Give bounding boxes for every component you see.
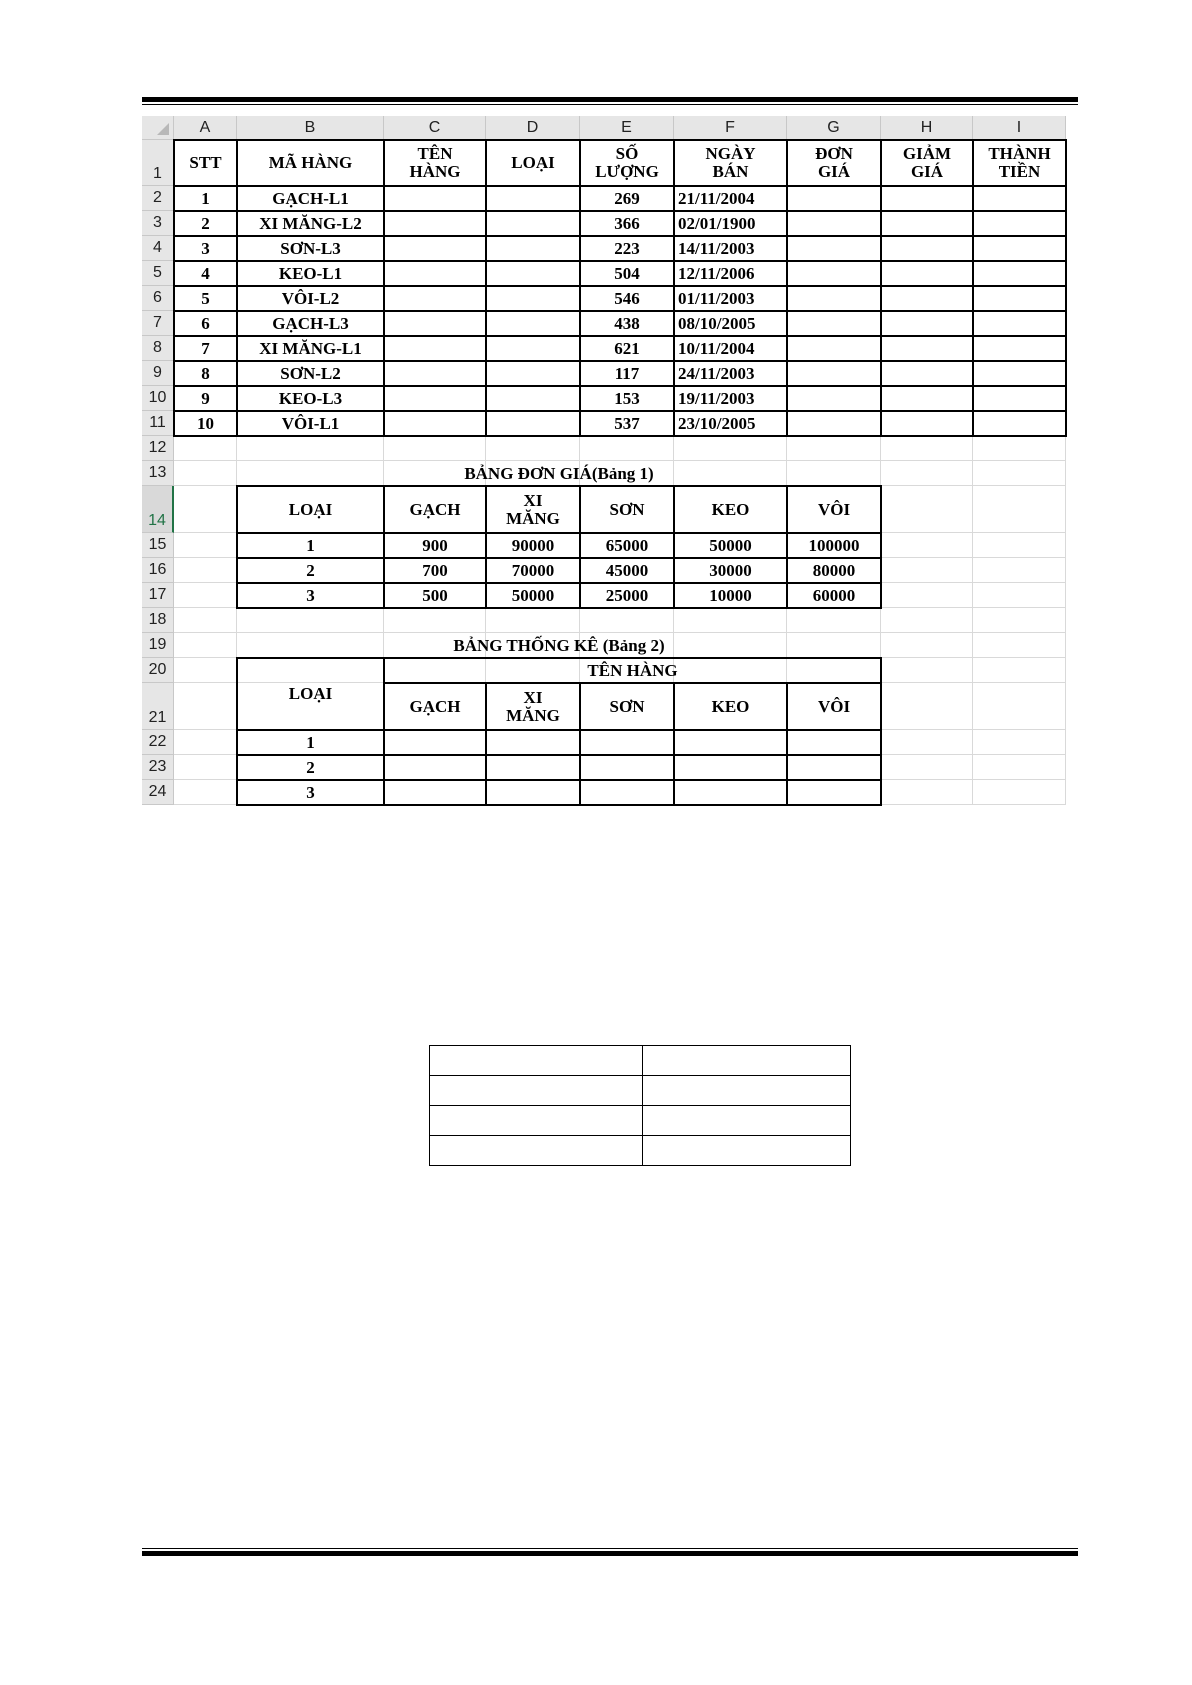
price-header-cell[interactable] (486, 486, 580, 533)
cell-thanh-tien[interactable] (973, 286, 1066, 311)
cell-ten-hang[interactable] (384, 261, 486, 286)
price-header-cell[interactable]: VÔI (817, 499, 851, 519)
stats-loai-cell[interactable]: 1 (306, 732, 315, 752)
cell-border (485, 485, 487, 609)
column-header-d[interactable]: D (486, 116, 580, 140)
cell-text-line: BÁN (712, 162, 749, 181)
price-cell[interactable]: 90000 (511, 535, 555, 555)
column-header-g[interactable]: G (787, 116, 881, 140)
cell-border (673, 485, 675, 609)
cell-so-luong[interactable]: 438 (614, 313, 640, 333)
cell-giam-gia[interactable] (881, 311, 973, 336)
price-cell[interactable]: 45000 (605, 560, 649, 580)
cell-giam-gia[interactable] (881, 411, 973, 436)
stats-cell[interactable] (384, 730, 486, 755)
header-cell-loai[interactable]: LOẠI (511, 153, 555, 172)
row-header-10[interactable]: 10 (142, 386, 174, 411)
row-header-19[interactable]: 19 (142, 633, 174, 658)
cell-so-luong[interactable]: 117 (614, 363, 640, 383)
cell-border (173, 410, 1067, 412)
cell-text-line: SỐ (615, 144, 639, 163)
cell-thanh-tien[interactable] (973, 336, 1066, 361)
cell-border (236, 657, 238, 806)
price-cell[interactable]: 500 (422, 585, 448, 605)
row-header-15[interactable]: 15 (142, 533, 174, 558)
stats-table-title[interactable]: BẢNG THỐNG KÊ (Bảng 2) (453, 635, 665, 655)
column-header-i[interactable]: I (973, 116, 1066, 140)
price-cell[interactable]: 60000 (812, 585, 856, 605)
price-cell[interactable]: 1 (306, 535, 315, 555)
cell-loai[interactable] (486, 186, 580, 211)
spreadsheet-screenshot (142, 116, 1074, 815)
cell-border (786, 682, 788, 806)
cell-stt[interactable]: 7 (201, 338, 210, 358)
cell-thanh-tien[interactable] (973, 386, 1066, 411)
row-header-14[interactable]: 14 (142, 486, 174, 533)
cell-text-line: GIÁ (817, 162, 851, 181)
column-header-b[interactable]: B (237, 116, 384, 140)
cell-text-line: GIÁ (910, 162, 944, 181)
sheet-grid (142, 116, 1066, 805)
cell-text-line: GIẢM (902, 144, 952, 163)
cell-text-line: TÊN (417, 144, 453, 163)
stats-cell[interactable] (486, 755, 580, 780)
cell-ten-hang[interactable] (384, 286, 486, 311)
cell-thanh-tien[interactable] (973, 186, 1066, 211)
cell-ngay-ban[interactable]: 19/11/2003 (678, 388, 755, 408)
cell-giam-gia[interactable] (881, 236, 973, 261)
cell-border (173, 260, 1067, 262)
row-header-22[interactable]: 22 (142, 730, 174, 755)
stats-cell[interactable] (580, 730, 674, 755)
cell-don-gia[interactable] (787, 411, 881, 436)
header-cell-don-gia[interactable] (787, 140, 881, 186)
price-cell[interactable]: 3 (306, 585, 315, 605)
table-row (430, 1136, 851, 1166)
cell-so-luong[interactable]: 366 (614, 213, 640, 233)
cell-so-luong[interactable]: 621 (614, 338, 640, 358)
stats-cell[interactable] (486, 780, 580, 805)
column-header-h[interactable]: H (881, 116, 973, 140)
cell-don-gia[interactable] (787, 386, 881, 411)
cell-border (173, 139, 1067, 141)
cell-ma-hang[interactable]: KEO-L3 (278, 388, 343, 408)
cell-border (173, 235, 1067, 237)
table-cell (643, 1046, 851, 1076)
cell-border (236, 485, 238, 609)
cell-border (786, 139, 788, 437)
header-cell-giam-gia[interactable] (881, 140, 973, 186)
cell-border (485, 139, 487, 437)
cell-border (173, 360, 1067, 362)
cell-thanh-tien[interactable] (973, 261, 1066, 286)
cell-border (173, 310, 1067, 312)
cell-border (173, 435, 1067, 437)
price-header-cell[interactable]: LOẠI (288, 499, 333, 519)
table-cell (430, 1046, 643, 1076)
header-cell-ten-hang[interactable] (384, 140, 486, 186)
cell-loai[interactable] (486, 311, 580, 336)
cell-border (579, 139, 581, 437)
cell-text-line: NGÀY (705, 144, 756, 163)
cell-text-line: THÀNH (988, 144, 1051, 163)
header-cell-stt[interactable]: STT (189, 153, 222, 172)
cell-ngay-ban[interactable]: 24/11/2003 (678, 363, 755, 383)
footer-rule (142, 1548, 1078, 1556)
cell-border (673, 139, 675, 437)
cell-border (673, 682, 675, 806)
row-header-18[interactable]: 18 (142, 608, 174, 633)
stats-cell[interactable] (674, 730, 787, 755)
cell-loai[interactable] (486, 411, 580, 436)
cell-loai[interactable] (486, 286, 580, 311)
stats-header-cell[interactable]: SƠN (609, 696, 645, 716)
cell-so-luong[interactable]: 153 (614, 388, 640, 408)
cell-giam-gia[interactable] (881, 261, 973, 286)
row-header-13[interactable]: 13 (142, 461, 174, 486)
cell-ngay-ban[interactable]: 01/11/2003 (678, 288, 755, 308)
cell-ma-hang[interactable]: VÔI-L1 (281, 413, 340, 433)
stats-cell[interactable] (674, 780, 787, 805)
column-header-a[interactable]: A (174, 116, 237, 140)
cell-stt[interactable]: 9 (201, 388, 210, 408)
cell-border (383, 139, 385, 437)
row-header-17[interactable]: 17 (142, 583, 174, 608)
cell-giam-gia[interactable] (881, 286, 973, 311)
cell-border (236, 657, 882, 659)
cell-thanh-tien[interactable] (973, 211, 1066, 236)
header-cell-ma-hang[interactable]: MÃ HÀNG (268, 153, 353, 172)
cell-border (880, 139, 882, 437)
row-header-6[interactable]: 6 (142, 286, 174, 311)
cell-ten-hang[interactable] (384, 411, 486, 436)
row-header-7[interactable]: 7 (142, 311, 174, 336)
cell-don-gia[interactable] (787, 311, 881, 336)
cell-border (1065, 139, 1067, 437)
cell-stt[interactable]: 8 (201, 363, 210, 383)
cell-ten-hang[interactable] (384, 386, 486, 411)
header-cell-thanh-tien[interactable] (973, 140, 1066, 186)
row-header-11[interactable]: 11 (142, 411, 174, 436)
table-cell (643, 1076, 851, 1106)
cell-text-line: XI (523, 687, 543, 707)
cell-text-line: LƯỢNG (595, 162, 659, 181)
cell-text-line: XI (523, 490, 543, 510)
cell-ten-hang[interactable] (384, 311, 486, 336)
cell-border (972, 139, 974, 437)
price-cell[interactable]: 100000 (808, 535, 860, 555)
cell-border (880, 657, 882, 806)
cell-text-line: MĂNG (506, 508, 560, 528)
price-cell[interactable]: 25000 (605, 585, 649, 605)
row-header-2[interactable]: 2 (142, 186, 174, 211)
table-row (430, 1046, 851, 1076)
stats-cell[interactable] (486, 730, 580, 755)
cell-giam-gia[interactable] (881, 361, 973, 386)
cell-ngay-ban[interactable]: 23/10/2005 (678, 413, 756, 433)
header-cell-so-luong[interactable] (580, 140, 674, 186)
cell-so-luong[interactable]: 546 (614, 288, 640, 308)
cell-ngay-ban[interactable]: 02/01/1900 (678, 213, 756, 233)
price-cell[interactable]: 900 (422, 535, 448, 555)
cell-border (383, 682, 882, 684)
stats-header-cell[interactable]: KEO (711, 696, 750, 716)
cell-ngay-ban[interactable]: 14/11/2003 (678, 238, 755, 258)
table-row (430, 1076, 851, 1106)
cell-thanh-tien[interactable] (973, 311, 1066, 336)
table-cell (430, 1106, 643, 1136)
cell-ten-hang[interactable] (384, 236, 486, 261)
table-cell (643, 1136, 851, 1166)
row-header-23[interactable]: 23 (142, 755, 174, 780)
cell-border (173, 285, 1067, 287)
price-header-cell[interactable]: SƠN (609, 499, 645, 519)
stats-header-cell[interactable]: VÔI (817, 696, 851, 716)
table-cell (643, 1106, 851, 1136)
price-cell[interactable]: 700 (422, 560, 448, 580)
cell-ma-hang[interactable]: KEO-L1 (278, 263, 343, 283)
row-header-1[interactable]: 1 (142, 140, 174, 186)
price-cell[interactable]: 65000 (605, 535, 649, 555)
cell-loai[interactable] (486, 211, 580, 236)
header-rule (142, 97, 1078, 105)
stats-cell[interactable] (787, 755, 881, 780)
cell-stt[interactable]: 6 (201, 313, 210, 333)
cell-ngay-ban[interactable]: 10/11/2004 (678, 338, 755, 358)
cell-don-gia[interactable] (787, 211, 881, 236)
cell-stt[interactable]: 5 (201, 288, 210, 308)
cell-don-gia[interactable] (787, 336, 881, 361)
cell-border (173, 210, 1067, 212)
cell-border (173, 385, 1067, 387)
cell-so-luong[interactable]: 223 (614, 238, 640, 258)
row-header-16[interactable]: 16 (142, 558, 174, 583)
cell-don-gia[interactable] (787, 186, 881, 211)
price-header-cell[interactable]: KEO (711, 499, 750, 519)
cell-ma-hang[interactable]: GẠCH-L1 (272, 188, 349, 208)
stats-header-cell[interactable]: GẠCH (409, 696, 461, 716)
stats-loai-cell[interactable]: 3 (306, 782, 315, 802)
empty-table (429, 1045, 851, 1166)
header-cell-ngay-ban[interactable] (674, 140, 787, 186)
stats-cell[interactable] (384, 755, 486, 780)
select-all-corner[interactable] (142, 116, 174, 140)
cell-border (383, 657, 385, 806)
row-header-3[interactable]: 3 (142, 211, 174, 236)
cell-text-line: TIỀN (998, 162, 1041, 181)
cell-giam-gia[interactable] (881, 186, 973, 211)
row-header-8[interactable]: 8 (142, 336, 174, 361)
price-cell[interactable]: 50000 (709, 535, 752, 555)
cell-border (236, 139, 238, 437)
cell-ma-hang[interactable]: SƠN-L2 (280, 363, 341, 383)
cell-border (880, 485, 882, 609)
cell-loai[interactable] (486, 386, 580, 411)
cell-ma-hang[interactable]: XI MĂNG-L2 (259, 213, 362, 233)
price-header-cell[interactable]: GẠCH (409, 499, 461, 519)
cell-loai[interactable] (486, 361, 580, 386)
cell-ngay-ban[interactable]: 12/11/2006 (678, 263, 755, 283)
stats-cell[interactable] (580, 755, 674, 780)
cell-loai[interactable] (486, 261, 580, 286)
price-cell[interactable]: 50000 (511, 585, 555, 605)
price-cell[interactable]: 80000 (812, 560, 856, 580)
cell-border (786, 485, 788, 609)
stats-loai-header[interactable]: LOẠI (288, 684, 333, 703)
stats-cell[interactable] (787, 730, 881, 755)
stats-cell[interactable] (787, 780, 881, 805)
cell-thanh-tien[interactable] (973, 236, 1066, 261)
cell-giam-gia[interactable] (881, 386, 973, 411)
row-header-20[interactable]: 20 (142, 658, 174, 683)
cell-ten-hang[interactable] (384, 336, 486, 361)
cell-ten-hang[interactable] (384, 361, 486, 386)
cell-border (579, 682, 581, 806)
price-table-title[interactable]: BẢNG ĐƠN GIÁ(Bảng 1) (464, 463, 654, 483)
table-cell (430, 1136, 643, 1166)
column-header-f[interactable]: F (674, 116, 787, 140)
stats-cell[interactable] (580, 780, 674, 805)
stats-cell[interactable] (384, 780, 486, 805)
cell-border (579, 485, 581, 609)
cell-don-gia[interactable] (787, 261, 881, 286)
cell-ma-hang[interactable]: GẠCH-L3 (272, 313, 349, 333)
row-header-4[interactable]: 4 (142, 236, 174, 261)
row-header-24[interactable]: 24 (142, 780, 174, 805)
cell-stt[interactable]: 10 (197, 413, 214, 433)
stats-loai-cell[interactable]: 2 (306, 757, 315, 777)
cell-border (173, 335, 1067, 337)
row-header-21[interactable]: 21 (142, 683, 174, 730)
cell-loai[interactable] (486, 336, 580, 361)
cell-text-line: ĐƠN (815, 144, 853, 163)
column-header-c[interactable]: C (384, 116, 486, 140)
cell-stt[interactable]: 2 (201, 213, 210, 233)
cell-ten-hang[interactable] (384, 186, 486, 211)
cell-ma-hang[interactable]: XI MĂNG-L1 (259, 338, 362, 358)
cell-ten-hang[interactable] (384, 211, 486, 236)
cell-ngay-ban[interactable]: 21/11/2004 (678, 188, 755, 208)
cell-giam-gia[interactable] (881, 336, 973, 361)
table-row (430, 1106, 851, 1136)
cell-border (485, 682, 487, 806)
cell-border (173, 185, 1067, 187)
cell-text-line: HÀNG (409, 162, 461, 181)
cell-loai[interactable] (486, 236, 580, 261)
cell-border (173, 139, 175, 437)
column-header-e[interactable]: E (580, 116, 674, 140)
cell-thanh-tien[interactable] (973, 411, 1066, 436)
row-header-5[interactable]: 5 (142, 261, 174, 286)
cell-text-line: MĂNG (506, 705, 560, 725)
cell-ma-hang[interactable]: VÔI-L2 (281, 288, 340, 308)
row-header-9[interactable]: 9 (142, 361, 174, 386)
cell-so-luong[interactable]: 537 (614, 413, 640, 433)
price-cell[interactable]: 30000 (709, 560, 752, 580)
price-cell[interactable]: 10000 (709, 585, 752, 605)
stats-group-header[interactable]: TÊN HÀNG (587, 660, 678, 680)
cell-so-luong[interactable]: 269 (614, 188, 640, 208)
stats-header-cell[interactable] (486, 683, 580, 730)
cell-ma-hang[interactable]: SƠN-L3 (280, 238, 341, 258)
cell-thanh-tien[interactable] (973, 361, 1066, 386)
table-cell (430, 1076, 643, 1106)
cell-don-gia[interactable] (787, 361, 881, 386)
price-cell[interactable]: 2 (306, 560, 315, 580)
cell-border (383, 485, 385, 609)
cell-stt[interactable]: 3 (201, 238, 210, 258)
row-header-12[interactable]: 12 (142, 436, 174, 461)
cell-giam-gia[interactable] (881, 211, 973, 236)
cell-don-gia[interactable] (787, 236, 881, 261)
cell-so-luong[interactable]: 504 (614, 263, 640, 283)
cell-don-gia[interactable] (787, 286, 881, 311)
price-cell[interactable]: 70000 (511, 560, 555, 580)
cell-stt[interactable]: 1 (201, 188, 210, 208)
stats-cell[interactable] (674, 755, 787, 780)
cell-stt[interactable]: 4 (201, 263, 210, 283)
cell-ngay-ban[interactable]: 08/10/2005 (678, 313, 756, 333)
